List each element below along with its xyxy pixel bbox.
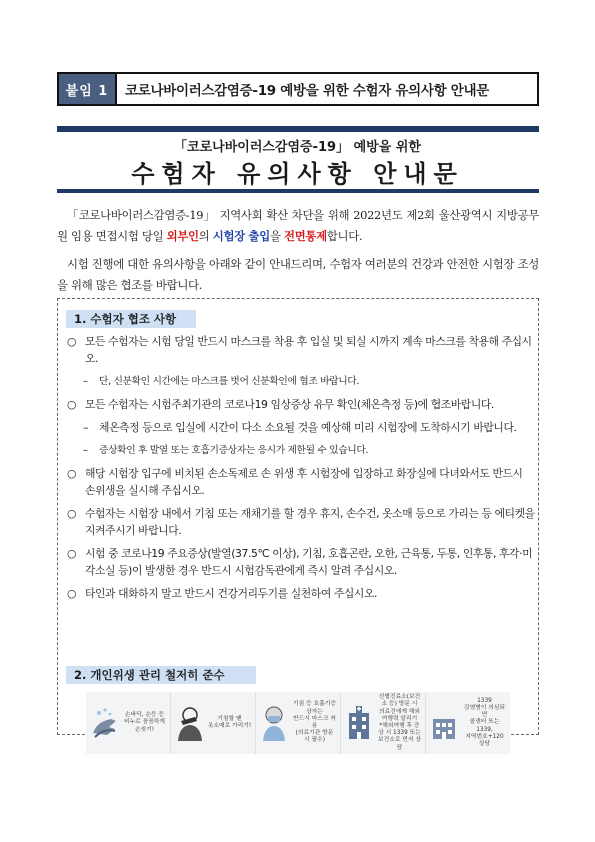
list-item <box>67 505 535 539</box>
hygiene-cell-cough <box>171 692 256 754</box>
section-heading-cooperation: 1. 수험자 협조 사항 <box>66 310 196 328</box>
dash-bullet-icon: – <box>83 421 88 434</box>
hygiene-cell-hotline <box>426 692 510 754</box>
dash-bullet-icon: – <box>83 376 88 387</box>
hygiene-text: 기침 등 호흡기증상자는 반드시 마스크 착용 (의료기관 방문 시 필수) <box>293 701 336 744</box>
document-subtitle: 「코로나바이러스감염증-19」 예방을 위한 <box>174 140 421 155</box>
attachment-tag: 붙임 1 <box>59 74 117 104</box>
list-subitem <box>67 419 535 436</box>
hygiene-text: 1339 감염병이 의심되면 콜센터 또는 1339, 지역번호+120 상담 <box>463 697 506 747</box>
list-item-text: 시험 중 코로나19 주요증상(발열(37.5℃ 이상), 기침, 호흡곤란, 오한, 근육통, 두통, 인후통, 후각·미각소실 등)이 발생한 경우 반드시 시험감독관에게 즉시 알려 주십시오. <box>85 547 533 577</box>
intro-paragraph-1 <box>57 205 539 247</box>
intro-text: 합니다. <box>326 229 363 243</box>
clinic-icon <box>344 703 374 743</box>
list-item-text: 해당 시험장 입구에 비치된 손소독제로 손 위생 후 시험장에 입장하고 화장실에 다녀와서도 반드시 손위생을 실시해 주십시오. <box>85 467 523 497</box>
list-item-text: 타인과 대화하지 말고 반드시 건강거리두기를 실천하여 주십시오. <box>85 587 378 600</box>
circle-bullet-icon: ○ <box>67 547 77 560</box>
attachment-header <box>57 72 539 106</box>
hotline-icon <box>429 703 459 743</box>
title-rule-bottom <box>57 189 539 193</box>
list-item-text: 수험자는 시험장 내에서 기침 또는 재채기를 할 경우 휴지, 손수건, 옷소매 등으로 가리는 등 에티켓을 지켜주시기 바랍니다. <box>85 507 535 537</box>
hygiene-text: 선별진료소(보건소 등) 방문 시 의료진에게 해외여행력 알리기 *해외여행 후 증상 시 1339 또는 보건소로 먼저 상담 <box>378 694 421 751</box>
intro-paragraph-2: 시험 진행에 대한 유의사항을 아래와 같이 안내드리며, 수험자 여러분의 건강과 안전한 시험장 조성을 위해 많은 협조를 바랍니다. <box>57 257 539 292</box>
hygiene-cell-handwash <box>86 692 171 754</box>
list-item-text: 모든 수험자는 시험주최기관의 코로나19 임상증상 유무 확인(체온측정 등)에 협조바랍니다. <box>85 398 494 411</box>
list-item <box>67 465 535 499</box>
circle-bullet-icon: ○ <box>67 467 77 480</box>
hygiene-text: 손바닥, 손등 등 비누로 꼼꼼하게 손씻기! <box>123 712 166 733</box>
list-item-text: 단, 신분확인 시간에는 마스크를 벗어 신분확인에 협조 바랍니다. <box>99 376 360 387</box>
emphasis-outsiders: 외부인 <box>166 229 199 243</box>
list-item-text: 모든 수험자는 시험 당일 반드시 마스크를 착용 후 입실 및 퇴실 시까지 계속 마스크를 착용해 주십시오. <box>85 335 532 365</box>
document-title: 수험자 유의사항 안내문 <box>131 160 464 188</box>
section-heading-hygiene: 2. 개인위생 관리 철저히 준수 <box>66 666 256 684</box>
intro-text: 을 <box>269 229 284 243</box>
circle-bullet-icon: ○ <box>67 507 77 520</box>
cooperation-list <box>67 333 535 608</box>
hygiene-illustration-strip <box>86 692 510 754</box>
list-subitem <box>67 373 535 390</box>
circle-bullet-icon: ○ <box>67 587 77 600</box>
list-item <box>67 396 535 413</box>
list-item-text: 체온측정 등으로 입실에 시간이 다소 소요될 것을 예상해 미리 시험장에 도착하시기 바랍니다. <box>99 421 517 434</box>
hygiene-text: 기침할 땐 옷소매로 가리기! <box>207 715 252 729</box>
list-item <box>67 585 535 602</box>
list-item <box>67 333 535 367</box>
hygiene-cell-clinic <box>341 692 426 754</box>
cough-etiquette-icon <box>175 703 205 743</box>
handwash-icon <box>89 703 119 743</box>
list-subitem <box>67 442 535 459</box>
attachment-title: 코로나바이러스감염증-19 예방을 위한 수험자 유의사항 안내문 <box>125 83 490 99</box>
mask-icon <box>259 703 289 743</box>
intro-text: 「코로나바이러스감염증-19」 지역사회 확산 차단을 위해 2022년도 제2회 울산광역시 지방공무원 임용 면접시험 당일 <box>57 208 539 243</box>
emphasis-full-control: 전면통제 <box>284 229 327 243</box>
list-item-text: 증상확인 후 발열 또는 호흡기증상자는 응시가 제한될 수 있습니다. <box>99 445 369 456</box>
dash-bullet-icon: – <box>83 445 88 456</box>
circle-bullet-icon: ○ <box>67 335 77 348</box>
list-item <box>67 545 535 579</box>
intro-text: 의 <box>198 229 213 243</box>
circle-bullet-icon: ○ <box>67 398 77 411</box>
hygiene-cell-mask <box>256 692 341 754</box>
emphasis-venue-access: 시험장 출입 <box>212 229 270 243</box>
title-rule-top <box>57 126 539 132</box>
